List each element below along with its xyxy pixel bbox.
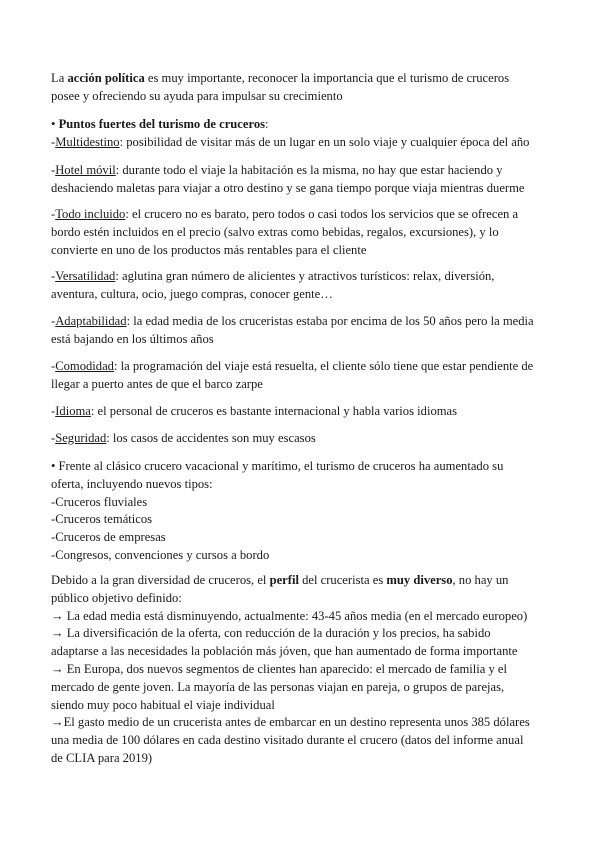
strength-line [51, 430, 561, 448]
cruise-type-item: -Cruceros de empresas [51, 530, 166, 545]
intro-text: La [51, 71, 68, 85]
strength-term: Comodidad [55, 359, 114, 373]
strength-description: aventura, cultura, ocio, juego compras, conocer gente… [51, 286, 333, 301]
strength-item-comodidad [51, 358, 561, 394]
strength-line [51, 268, 561, 286]
intro-line-1 [51, 70, 561, 88]
profile-line: público objetivo definido: [51, 590, 182, 605]
strength-line [51, 313, 561, 331]
strength-description: : los casos de accidentes son muy escasos [106, 431, 316, 445]
dash: - [51, 207, 56, 221]
dash: - [51, 404, 56, 418]
profile-line: mercado de gente joven. La mayoría de las personas viajan en pareja, o grupos de parejas, [51, 679, 505, 694]
dash: - [51, 359, 56, 373]
profile-line-1 [51, 572, 561, 590]
profile-section [51, 572, 561, 768]
strength-line [51, 403, 561, 421]
strength-description: convierte en uno de los productos más rentables para el cliente [51, 242, 367, 257]
profile-line: →El gasto medio de un crucerista antes de embarcar en un destino representa unos 385 dólares [51, 715, 530, 730]
strength-term: Versatilidad [55, 269, 116, 283]
intro-text: es muy importante, reconocer la importancia que el turismo de cruceros [144, 71, 510, 85]
dash: - [51, 163, 56, 177]
strength-line [51, 358, 561, 376]
new-types-intro: • Frente al clásico crucero vacacional y marítimo, el turismo de cruceros ha aumentado su [51, 459, 504, 473]
dash: - [51, 269, 56, 283]
dash: - [51, 431, 56, 445]
dash: - [51, 134, 56, 149]
strength-term: Hotel móvil [55, 163, 116, 177]
profile-text: Debido a la gran diversidad de cruceros, el [51, 573, 270, 587]
strength-term: Adaptabilidad [55, 314, 127, 328]
strength-description: bordo estén incluidos en el precio (salvo extras como bebidas, regalos, excursiones), y lo [51, 224, 499, 239]
strength-term: Idioma [55, 404, 91, 418]
very-diverse-term: muy diverso [386, 573, 453, 587]
profile-text: , no hay un [452, 573, 509, 587]
strength-description: : el crucero no es barato, pero todos o casi todos los servicios que se ofrecen a [125, 207, 519, 221]
strengths-heading-text: Puntos fuertes del turismo de cruceros [58, 117, 266, 131]
cruise-type-item: -Congresos, convenciones y cursos a bordo [51, 547, 270, 562]
strength-line [51, 206, 561, 224]
strength-description: : durante todo el viaje la habitación es la misma, no hay que estar haciendo y [115, 163, 503, 177]
strength-description: : posibilidad de visitar más de un lugar en un solo viaje y cualquier época del año [119, 134, 530, 149]
profile-line: → La edad media está disminuyendo, actualmente: 43-45 años media (en el mercado europeo) [51, 608, 528, 623]
new-types-intro: oferta, incluyendo nuevos tipos: [51, 476, 213, 491]
strength-item-adaptabilidad [51, 313, 561, 349]
profile-term: perfil [269, 573, 299, 587]
strength-item-versatilidad [51, 268, 561, 304]
strength-description: : la programación del viaje está resuelta, el cliente sólo tiene que estar pendiente de [113, 359, 534, 373]
strength-item-hotel-movil [51, 162, 561, 198]
strength-description: : el personal de cruceros es bastante internacional y habla varios idiomas [90, 404, 458, 418]
strength-term: Seguridad [55, 431, 107, 445]
strength-term: Multidestino [55, 134, 120, 149]
strength-item-seguridad [51, 430, 561, 448]
profile-line: adaptarse a las necesidades la población más jóven, que han aumentado de forma importante [51, 644, 518, 659]
dash: - [51, 314, 56, 328]
cruise-type-item: -Cruceros temáticos [51, 512, 153, 527]
strength-description: : aglutina gran número de alicientes y atractivos turísticos: relax, diversión, [115, 269, 495, 283]
profile-text: del crucerista es [298, 573, 387, 587]
profile-line: una media de 100 dólares en cada destino visitado durante el crucero (datos del informe anual [51, 733, 524, 748]
strength-description: : la edad media de los cruceristas estaba por encima de los 50 años pero la media [126, 314, 534, 328]
strength-description: está bajando en los últimos años [51, 331, 214, 346]
new-types-section [51, 458, 561, 565]
strength-term: Todo incluido [55, 207, 126, 221]
profile-line: → En Europa, dos nuevos segmentos de clientes han aparecido: el mercado de familia y el [51, 661, 508, 676]
intro-line-2: posee y ofreciendo su ayuda para impulsar su crecimiento [51, 88, 343, 103]
strength-line [51, 162, 561, 180]
cruise-type-item: -Cruceros fluviales [51, 494, 148, 509]
intro-paragraph [51, 70, 561, 106]
colon: : [265, 117, 269, 131]
strength-item-idioma [51, 403, 561, 421]
bullet: • [51, 117, 59, 131]
strengths-section [51, 116, 561, 152]
strength-description: deshaciendo maletas para viajar a otro destino y se gana tiempo porque viaja mientras duerme [51, 180, 525, 195]
profile-line: de CLIA para 2019) [51, 750, 153, 765]
strength-item-multidestino [51, 134, 561, 152]
profile-line: → La diversificación de la oferta, con reducción de la duración y los precios, ha sabido [51, 626, 491, 641]
strength-description: llegar a puerto antes de que el barco zarpe [51, 376, 263, 391]
strengths-heading [51, 116, 561, 134]
strength-item-todo-incluido [51, 206, 561, 259]
political-action-term: acción política [67, 71, 145, 85]
profile-line: siendo muy poco habitual el viaje individual [51, 697, 275, 712]
